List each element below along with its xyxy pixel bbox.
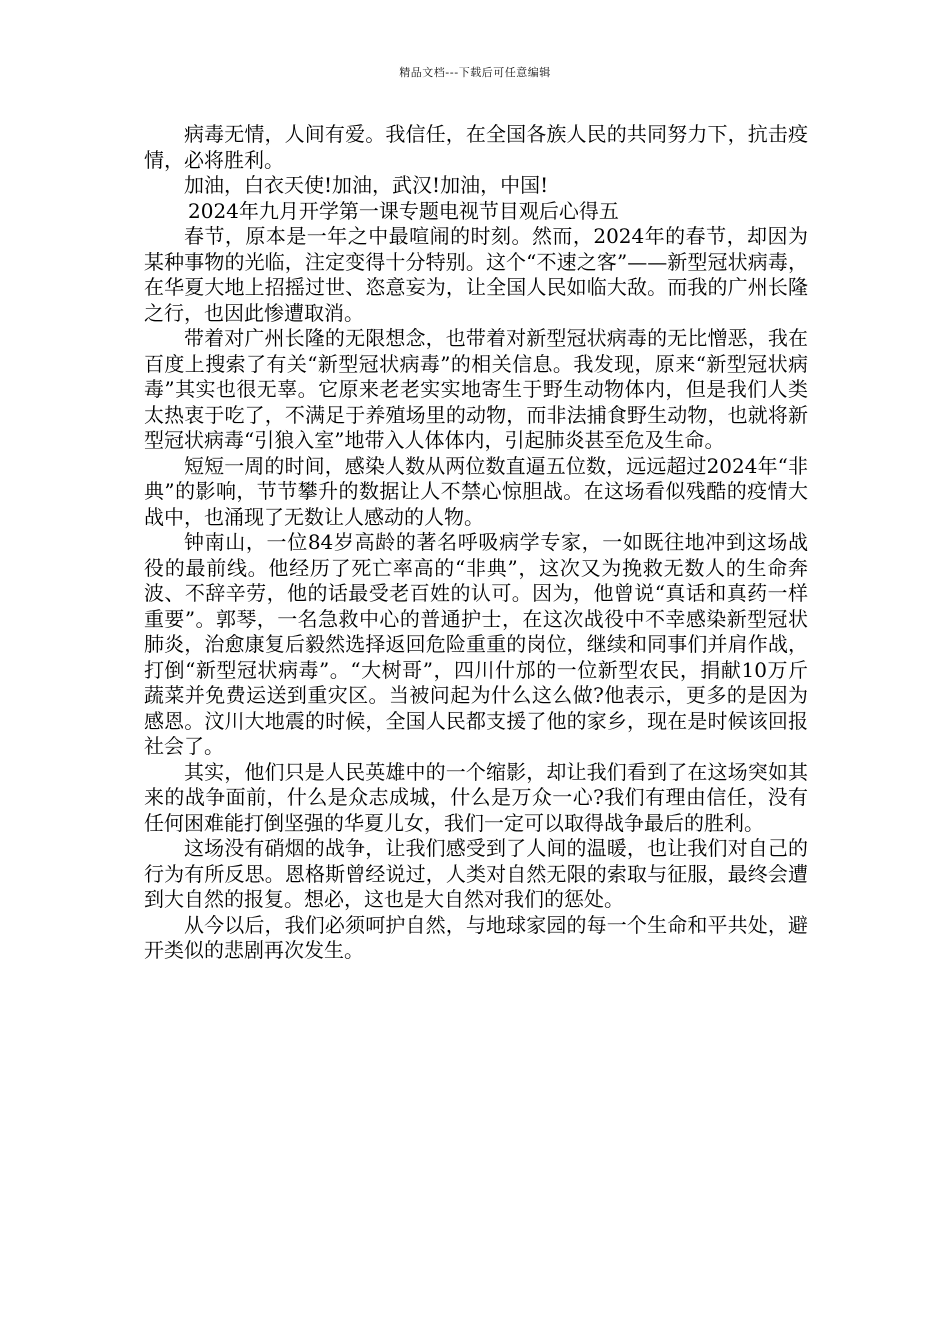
page-header: 精品文档---下载后可任意编辑 [399, 66, 551, 79]
section-title: 2024年九月开学第一课专题电视节目观后心得五 [188, 198, 619, 223]
paragraph: 春节，原本是一年之中最喧闹的时刻。然而，2024年的春节，却因为某种事物的光临，注定变得十分特别。这个“不速之客”——新型冠状病毒，在华夏大地上招摇过世、恣意妄为，让全国人民如临大敌。而我的广州长隆之行，也因此惨遭取消。 [144, 224, 808, 325]
paragraph: 从今以后，我们必须呵护自然，与地球家园的每一个生命和平共处，避开类似的悲剧再次发生。 [144, 912, 808, 962]
paragraph: 加油，白衣天使!加油，武汉!加油，中国! [184, 173, 549, 197]
paragraph: 短短一周的时间，感染人数从两位数直逼五位数，远远超过2024年“非典”的影响，节节攀升的数据让人不禁心惊胆战。在这场看似残酷的疫情大战中，也涌现了无数让人感动的人物。 [144, 453, 808, 529]
paragraph: 这场没有硝烟的战争，让我们感受到了人间的温暖，也让我们对自己的行为有所反思。恩格斯曾经说过，人类对自然无限的索取与征服，最终会遭到大自然的报复。想必，这也是大自然对我们的惩处。 [144, 836, 808, 911]
document-body [144, 122, 808, 964]
paragraph: 钟南山，一位84岁高龄的著名呼吸病学专家，一如既往地冲到这场战役的最前线。他经历了死亡率高的“非典”，这次又为挽救无数人的生命奔波、不辞辛劳，他的话最受老百姓的认可。因为，他曾说“真话和真药一样重要”。郭琴，一名急救中心的普通护士，在这次战役中不幸感染新型冠状肺炎，治愈康复后毅然选择返回危险重重的岗位，继续和同事们并肩作战，打倒“新型冠状病毒”。“大树哥”，四川什邡的一位新型农民，捐献10万斤蔬菜并免费运送到重灾区。当被问起为什么这么做?他表示，更多的是因为感恩。汶川大地震的时候，全国人民都支援了他的家乡，现在是时候该回报社会了。 [144, 530, 808, 758]
paragraph: 其实，他们只是人民英雄中的一个缩影，却让我们看到了在这场突如其来的战争面前，什么是众志成城，什么是万众一心?我们有理由信任，没有任何困难能打倒坚强的华夏儿女，我们一定可以取得战争最后的胜利。 [144, 759, 808, 835]
paragraph: 病毒无情，人间有爱。我信任，在全国各族人民的共同努力下，抗击疫情，必将胜利。 [144, 122, 808, 172]
paragraph: 带着对广州长隆的无限想念，也带着对新型冠状病毒的无比憎恶，我在百度上搜索了有关“新型冠状病毒”的相关信息。我发现，原来“新型冠状病毒”其实也很无辜。它原来老老实实地寄生于野生动物体内，但是我们人类太热衷于吃了，不满足于养殖场里的动物，而非法捕食野生动物，也就将新型冠状病毒“引狼入室”地带入人体体内，引起肺炎甚至危及生命。 [144, 326, 808, 452]
